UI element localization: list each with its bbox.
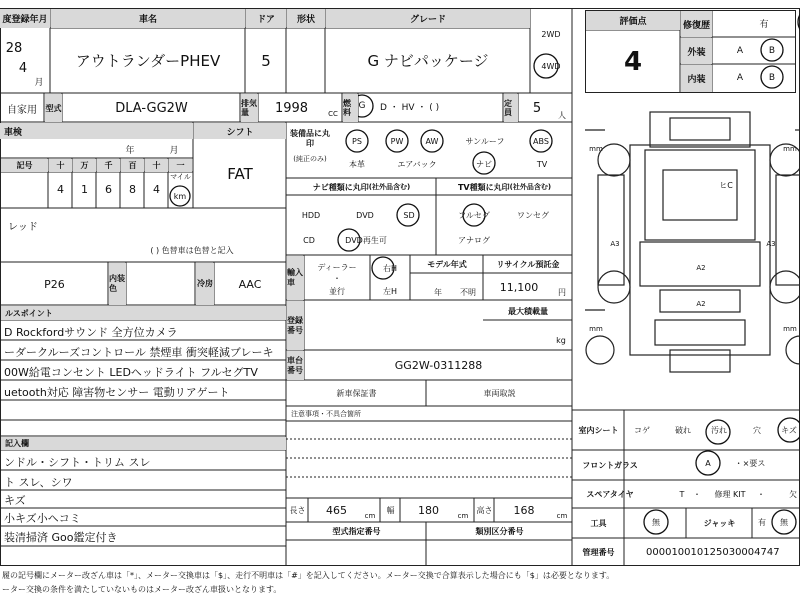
navi-hdd: HDD <box>301 210 321 220</box>
displacement-label: 排気量 <box>241 94 258 122</box>
inspector-line-5: 装清掃済 Goo鑑定付き <box>4 531 118 544</box>
exterior-b: B <box>768 46 776 56</box>
tv-label-text: TV種類に丸印 <box>457 182 510 192</box>
sales-points-label: ルスポイント <box>1 306 286 320</box>
grade-label: グレード <box>326 9 530 28</box>
class-number-label: 類別区分番号 <box>475 527 524 536</box>
jack-yes: 有 <box>758 517 766 527</box>
yen-unit: 円 <box>558 287 566 297</box>
tools-label: 工具 <box>590 519 607 528</box>
registration-year: 28 <box>5 40 23 56</box>
equip-sunroof: サンルーフ <box>465 136 505 146</box>
height-label: 高さ <box>476 506 493 515</box>
inspection-year-unit: 年 <box>125 145 135 156</box>
notes-label: 注意事項・不具合箇所 <box>291 410 361 418</box>
length-unit: cm <box>364 512 376 520</box>
diagram-mark-1: ヒC <box>719 180 733 190</box>
length: 465 <box>326 504 347 517</box>
body-color: レッド <box>8 221 38 233</box>
footer-note-2: ーター交換の条件を満たしていないものはメーター改ざん車扱いとなります。 <box>2 585 282 594</box>
equip-airbag: エアバック <box>397 159 437 169</box>
inspector-notes-label: 記入欄 <box>1 437 286 450</box>
equip-navi: ナビ <box>476 159 492 169</box>
diagram-mark-3: A2 <box>696 264 706 272</box>
import-right-hand: 右H <box>382 263 397 273</box>
new-car-warranty: 新車保証書 <box>336 389 377 398</box>
model-code: DLA-GG2W <box>115 100 188 116</box>
tv-oneseg: ワンセグ <box>517 210 549 220</box>
digit-label-3: 千 <box>97 159 120 172</box>
diagram-unit-1: mm <box>589 145 603 153</box>
capacity-unit: 人 <box>558 110 566 120</box>
capacity-label: 定員 <box>504 94 518 122</box>
width-label: 幅 <box>386 506 395 515</box>
navi-sd: SD <box>403 210 415 220</box>
fuel-label: 燃料 <box>343 94 358 122</box>
diagram-mark-4: A2 <box>696 300 706 308</box>
seat-label: 室内シート <box>578 426 619 435</box>
import-dealer: ディーラー <box>317 262 357 272</box>
kg-unit: kg <box>556 335 566 345</box>
mileage-digit-1: 4 <box>57 182 64 196</box>
exterior-a: A <box>736 46 744 56</box>
drive-4wd: 4WD <box>541 61 561 71</box>
jack-label: ジャッキ <box>703 519 736 528</box>
management-number: 000010010125030004747 <box>646 546 780 558</box>
length-label: 長さ <box>289 506 306 515</box>
seat-stain: 汚れ <box>711 425 727 435</box>
car-name: アウトランダーPHEV <box>75 52 221 70</box>
seat-tear: 破れ <box>675 425 691 435</box>
door-count: 5 <box>261 51 271 70</box>
equipment-label: 装備品に丸印 <box>290 129 330 148</box>
repair-history-label: 修復歴 <box>681 11 712 37</box>
note-mark-label: 記号 <box>1 159 48 172</box>
spare-missing: 欠 <box>789 489 797 499</box>
usage-type: 自家用 <box>7 104 37 116</box>
windshield-a: A <box>705 458 711 468</box>
mileage-digit-3: 6 <box>105 182 112 196</box>
recycle-fee-label: リサイクル預託金 <box>496 260 560 269</box>
shift-label: シフト <box>194 123 286 139</box>
recycle-fee: 11,100 <box>499 280 539 294</box>
seat-scratch: キズ <box>781 425 797 435</box>
digit-label-6: 一 <box>169 159 192 172</box>
import-parallel: 並行 <box>329 286 345 296</box>
mileage-digit-5: 4 <box>153 182 160 196</box>
interior-a: A <box>736 73 744 83</box>
diagram-mark-2: A3 <box>610 240 620 248</box>
diagram-unit-4: mm <box>783 325 797 333</box>
navi-dvd: DVD <box>356 210 374 220</box>
equipment-sublabel: (純正のみ) <box>293 155 327 163</box>
mile-label: マイル <box>170 173 191 181</box>
windshield-label: フロントガラス <box>582 461 638 470</box>
capacity: 5 <box>532 100 542 116</box>
exterior-label: 外装 <box>681 38 712 64</box>
equip-tv: TV <box>536 159 548 169</box>
equip-ps: PS <box>352 136 362 146</box>
inspector-line-2: ト スレ、シワ <box>4 476 73 489</box>
reg-number-label: 登録番号 <box>287 301 304 350</box>
car-name-label: 車名 <box>51 9 245 28</box>
inspection-label: 車検 <box>0 123 193 139</box>
model-year-unit: 年 <box>434 287 442 297</box>
max-load-label: 最大積載量 <box>508 306 548 316</box>
diagram-unit-3: mm <box>589 325 603 333</box>
spare-dot-1: ・ <box>693 489 701 499</box>
equip-abs: ABS <box>533 136 549 146</box>
shift-value: FAT <box>227 165 253 183</box>
color-code: P26 <box>44 277 65 291</box>
inspector-line-3: キズ <box>4 494 26 507</box>
registration-month: 4 <box>18 60 28 76</box>
model-year-label: モデル年式 <box>427 260 467 269</box>
navi-label-sub: (社外品含む) <box>368 183 411 191</box>
displacement: 1998 <box>274 100 309 116</box>
seat-burn: コゲ <box>634 425 650 435</box>
equip-aw: AW <box>425 136 439 146</box>
ac-value: AAC <box>238 277 262 291</box>
spare-dot-2: ・ <box>757 489 765 499</box>
tv-label <box>437 179 572 195</box>
sales-point-line-3: 00W給電コンセント LEDヘッドライト フルセグTV <box>4 366 258 379</box>
import-label: 輸入車 <box>287 256 304 300</box>
sales-point-line-2: ーダークルーズコントロール 禁煙車 衝突軽減ブレーキ <box>4 346 274 359</box>
digit-label-1: 十 <box>49 159 72 172</box>
cc-unit: CC <box>328 110 338 118</box>
registration-label: 度登録年月 <box>0 9 50 28</box>
width: 180 <box>418 504 439 517</box>
spare-t: T <box>679 489 685 499</box>
height-unit: cm <box>556 512 568 520</box>
width-unit: cm <box>457 512 469 520</box>
tools-none: 無 <box>652 517 660 527</box>
registration-month-unit: 月 <box>34 77 44 88</box>
inspector-line-4: 小キズ小ヘコミ <box>4 512 81 525</box>
color-note: ( ) 色替車は色替と記入 <box>150 245 234 255</box>
management-number-label: 管理番号 <box>582 547 615 557</box>
navi-cd: CD <box>303 235 315 245</box>
ac-label: 冷房 <box>196 263 214 305</box>
digit-label-4: 百 <box>121 159 144 172</box>
footer-note-1: 履の記号欄にメーター改ざん車は「*」、メーター交換車は「$」、走行不明車は「#」を記入してください。メーター交換で合算表示した場合にも「$」は必要となります。 <box>2 571 615 580</box>
body-shape-label: 形状 <box>287 9 325 28</box>
model-year-unknown: 不明 <box>460 287 476 297</box>
interior-color-label: 内装色 <box>109 263 126 305</box>
tv-fullseg: フルセグ <box>458 210 490 220</box>
sales-point-line-1: D Rockfordサウンド 全方位カメラ <box>4 326 178 339</box>
tv-label-sub: (社外品含む) <box>509 183 552 191</box>
digit-label-5: 十 <box>145 159 168 172</box>
interior-b: B <box>768 73 776 83</box>
navi-label <box>287 179 436 195</box>
seat-hole: 穴 <box>753 425 761 435</box>
sales-point-line-4: uetooth対応 障害物センサー 電動リアゲート <box>4 386 230 399</box>
inspection-month-unit: 月 <box>169 145 179 156</box>
fuel-other: D ・ HV ・ ( ) <box>380 102 440 113</box>
tv-analog: アナログ <box>458 235 490 245</box>
import-dot: ・ <box>333 273 341 283</box>
spare-repair-kit: 修理 KIT <box>714 489 746 499</box>
chassis-label: 車台番号 <box>287 351 304 380</box>
diagram-mark-5: A3 <box>766 240 776 248</box>
spare-tire-label: スペアタイヤ <box>586 490 634 499</box>
interior-label: 内装 <box>681 65 712 92</box>
diagram-unit-2: mm <box>783 145 797 153</box>
grade-value: G ナビパッケージ <box>367 52 489 70</box>
chassis-number: GG2W-0311288 <box>394 359 483 372</box>
door-label: ドア <box>246 9 286 28</box>
score-label: 評価点 <box>586 11 680 30</box>
import-left-hand: 左H <box>382 286 397 296</box>
navi-label-text: ナビ種類に丸印 <box>312 182 369 192</box>
mileage-digit-4: 8 <box>129 182 136 196</box>
jack-no: 無 <box>780 517 788 527</box>
km-unit: km <box>173 191 187 201</box>
inspector-line-1: ンドル・シフト・トリム スレ <box>4 456 151 469</box>
fuel-gasoline: G <box>358 101 366 111</box>
height: 168 <box>513 504 535 517</box>
windshield-rest: ・×要ス <box>734 458 766 468</box>
mileage-digit-2: 1 <box>81 182 88 196</box>
score-value: 4 <box>623 46 643 77</box>
vehicle-manual: 車両取説 <box>483 389 516 398</box>
digit-label-2: 万 <box>73 159 96 172</box>
navi-dvd-playback: DVD再生可 <box>345 235 387 245</box>
repair-yes: 有 <box>759 19 769 30</box>
drive-2wd: 2WD <box>541 29 561 39</box>
equip-leather: 本革 <box>349 159 365 169</box>
model-code-label: 型式 <box>45 94 62 122</box>
equip-pw: PW <box>390 136 404 146</box>
type-designation-label: 型式指定番号 <box>332 527 381 536</box>
